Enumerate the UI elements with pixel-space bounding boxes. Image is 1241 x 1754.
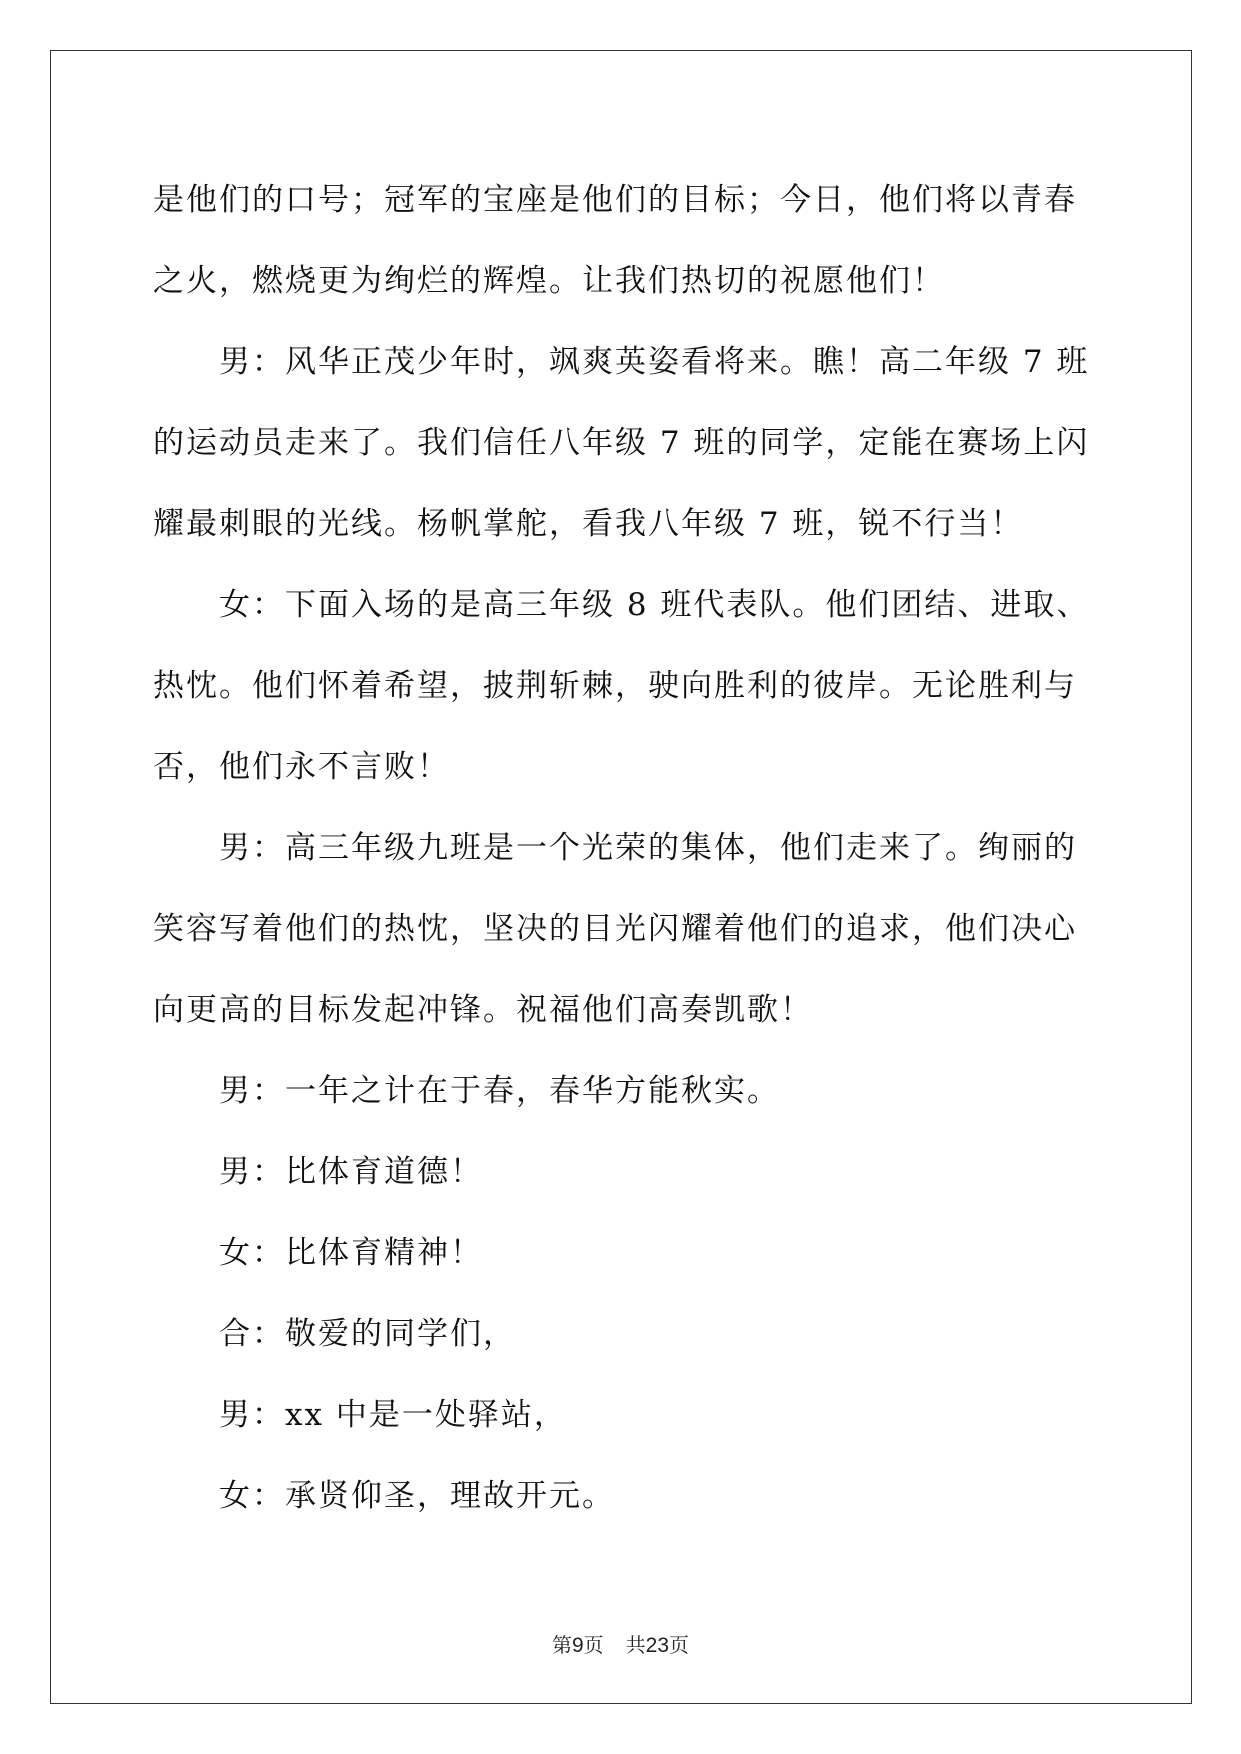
paragraph-3: 女：下面入场的是高三年级 8 班代表队。他们团结、进取、热忱。他们怀着希望，披荆斩棘，驶向胜利的彼岸。无论胜利与否，他们永不言败！ <box>153 587 1090 785</box>
paragraph-5: 男：一年之计在于春，春华方能秋实。 <box>153 1073 780 1109</box>
page-number: 9 <box>571 1634 584 1657</box>
paragraph-2: 男：风华正茂少年时，飒爽英姿看将来。瞧！高二年级 7 班的运动员走来了。我们信任八年级 7 班的同学，定能在赛场上闪耀最刺眼的光线。杨帆掌舵，看我八年级 7 班，锐不行当！ <box>153 344 1090 542</box>
page-footer <box>0 1631 1241 1660</box>
paragraph-7: 女：比体育精神！ <box>153 1235 483 1271</box>
paragraph-9: 男：xx 中是一处驿站， <box>153 1397 567 1433</box>
paragraph-8: 合：敬爱的同学们， <box>153 1316 516 1352</box>
paragraph-10: 女：承贤仰圣，理故开元。 <box>153 1478 615 1514</box>
paragraph-1: 是他们的口号；冠军的宝座是他们的目标；今日，他们将以青春之火，燃烧更为绚烂的辉煌。让我们热切的祝愿他们！ <box>153 182 1077 299</box>
paragraph-4: 男：高三年级九班是一个光荣的集体，他们走来了。绚丽的笑容写着他们的热忱，坚决的目光闪耀着他们的追求，他们决心向更高的目标发起冲锋。祝福他们高奏凯歌！ <box>153 830 1077 1028</box>
total-suffix: 页 <box>669 1633 690 1657</box>
total-prefix: 共 <box>625 1633 646 1657</box>
total-pages: 23 <box>645 1634 670 1657</box>
page-suffix: 页 <box>583 1633 604 1657</box>
paragraph-6: 男：比体育道德！ <box>153 1154 483 1190</box>
document-body <box>153 160 1093 1537</box>
page-prefix: 第 <box>551 1633 572 1657</box>
